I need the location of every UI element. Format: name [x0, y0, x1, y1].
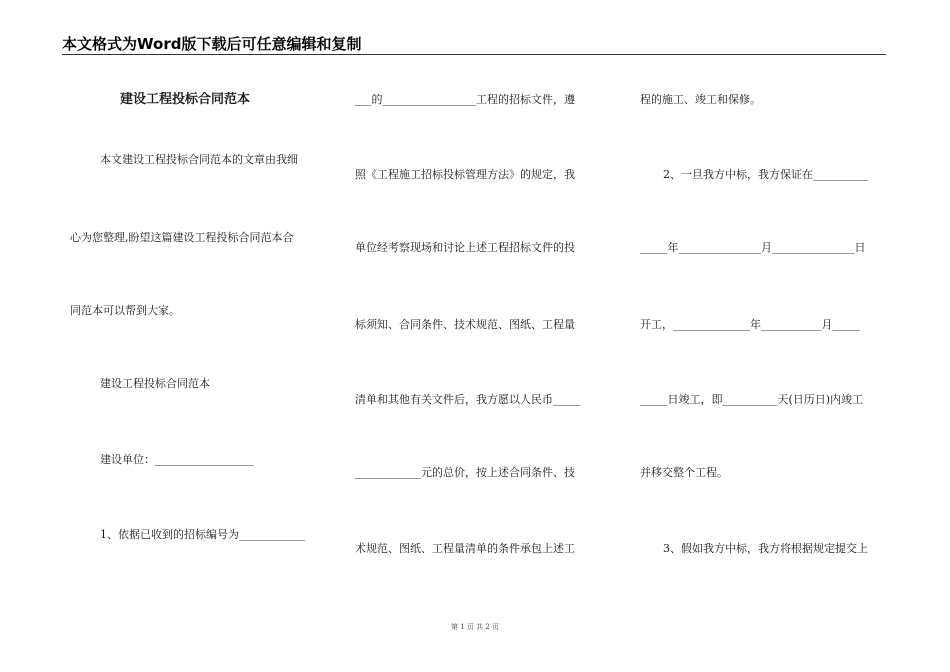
paragraph-line: 清单和其他有关文件后，我方愿以人民币_____	[355, 393, 581, 406]
page-header: 本文格式为Word版下载后可任意编辑和复制	[62, 35, 362, 53]
paragraph-line: 建设单位：__________________	[100, 453, 254, 466]
page-number: 第 1 页 共 2 页	[450, 623, 500, 631]
paragraph-line: 并移交整个工程。	[640, 466, 728, 479]
paragraph-line: 同范本可以帮到大家。	[70, 304, 180, 317]
paragraph-line: 开工，______________年___________月_____	[640, 318, 860, 331]
paragraph-line: _____日竣工，即__________天(日历日)内竣工	[640, 393, 864, 406]
paragraph-line: 1、依据已收到的招标编号为____________	[100, 528, 305, 541]
paragraph-line: 单位经考察现场和讨论上述工程招标文件的投	[355, 241, 575, 254]
paragraph-line: ___的_________________工程的招标文件，遵	[355, 93, 575, 106]
paragraph-line: 本文建设工程投标合同范本的文章由我细	[100, 153, 298, 166]
paragraph-line: 心为您整理,盼望这篇建设工程投标合同范本合	[70, 231, 294, 244]
header-divider	[62, 54, 886, 55]
paragraph-line: 术规范、图纸、工程量清单的条件承包上述工	[355, 542, 575, 555]
paragraph-line: _____年_______________月_______________日	[640, 241, 866, 254]
document-title: 建设工程投标合同范本	[120, 92, 251, 107]
paragraph-line: 标须知、合同条件、技术规范、图纸、工程量	[355, 318, 575, 331]
paragraph-line: ____________元的总价，按上述合同条件、技	[355, 466, 575, 479]
section-heading: 建设工程投标合同范本	[100, 377, 210, 390]
paragraph-line: 照《工程施工招标投标管理方法》的规定，我	[355, 168, 575, 181]
paragraph-line: 3、假如我方中标，我方将根据规定提交上	[663, 542, 868, 555]
paragraph-line: 2、一旦我方中标，我方保证在__________	[663, 168, 868, 181]
paragraph-line: 程的施工、竣工和保修。	[640, 93, 761, 106]
